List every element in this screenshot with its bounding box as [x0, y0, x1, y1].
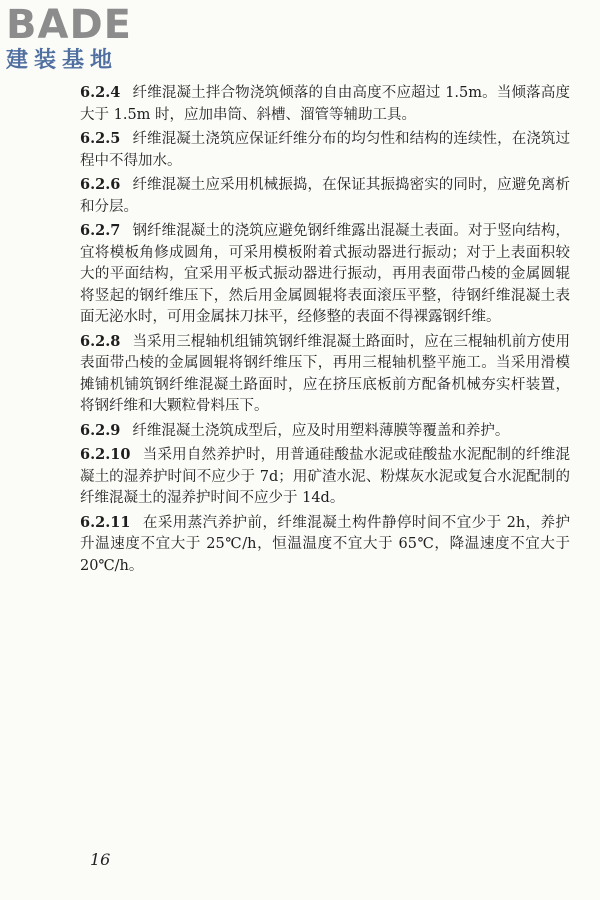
clause-number: 6.2.11 — [80, 513, 131, 531]
clause-6-2-11 — [80, 512, 570, 578]
clause-6-2-6 — [80, 174, 570, 218]
clause-text: 在采用蒸汽养护前，纤维混凝土构件静停时间不宜少于 2h，养护升温速度不宜大于 25℃/h，恒温温度不宜大于 65℃，降温速度不宜大于 20℃/h。 — [80, 514, 570, 574]
clause-text: 纤维混凝土浇筑成型后，应及时用塑料薄膜等覆盖和养护。 — [132, 422, 510, 439]
clause-number: 6.2.9 — [80, 421, 121, 439]
clause-6-2-5 — [80, 128, 570, 172]
clause-number: 6.2.4 — [80, 84, 121, 101]
clause-text: 纤维混凝土拌合物浇筑倾落的自由高度不应超过 1.5m。当倾落高度大于 1.5m 时，应加串筒、斜槽、溜管等辅助工具。 — [80, 85, 570, 123]
logo-brand: BADE — [6, 2, 132, 48]
clause-6-2-7 — [80, 220, 570, 329]
logo-subtitle: 建装基地 — [6, 48, 119, 73]
clause-number: 6.2.6 — [80, 176, 121, 193]
clause-text: 当采用自然养护时，用普通硅酸盐水泥或硅酸盐水泥配制的纤维混凝土的湿养护时间不应少于 7d；用矿渣水泥、粉煤灰水泥或复合水泥配制的纤维混凝土的湿养护时间不应少于 14d。 — [80, 447, 570, 506]
clause-6-2-10 — [80, 444, 570, 510]
clause-number: 6.2.8 — [80, 332, 121, 350]
clause-text: 钢纤维混凝土的浇筑应避免钢纤维露出混凝土表面。对于竖向结构，宜将模板角修成圆角，可采用模板附着式振动器进行振动；对于上表面积较大的平面结构，宜采用平板式振动器进行振动，再用表面带凸棱的金属圆辊将竖起的钢纤维压下，然后用金属圆辊将表面滚压平整，待钢纤维混凝土表面无泌水时，可用金属抹刀抹平，经修整的表面不得裸露钢纤维。 — [80, 223, 570, 325]
clause-text: 当采用三棍轴机组铺筑钢纤维混凝土路面时，应在三棍轴机前方使用表面带凸棱的金属圆辊将钢纤维压下，再用三棍轴机整平施工。当采用滑模摊铺机铺筑钢纤维混凝土路面时，应在挤压底板前方配备机械夯实杆装置，将钢纤维和大颗粒骨料压下。 — [80, 333, 570, 414]
clause-6-2-9 — [80, 420, 570, 443]
clause-6-2-8 — [80, 331, 570, 418]
clause-number: 6.2.10 — [80, 446, 131, 463]
page-number: 16 — [90, 850, 111, 869]
clause-6-2-4 — [80, 82, 570, 126]
clause-number: 6.2.7 — [80, 222, 121, 239]
clause-text: 纤维混凝土应采用机械振捣，在保证其振捣密实的同时，应避免离析和分层。 — [80, 177, 570, 215]
clause-list — [80, 82, 570, 579]
clause-number: 6.2.5 — [80, 130, 121, 147]
watermark-logo — [6, 4, 176, 74]
clause-text: 纤维混凝土浇筑应保证纤维分布的均匀性和结构的连续性，在浇筑过程中不得加水。 — [80, 131, 570, 169]
